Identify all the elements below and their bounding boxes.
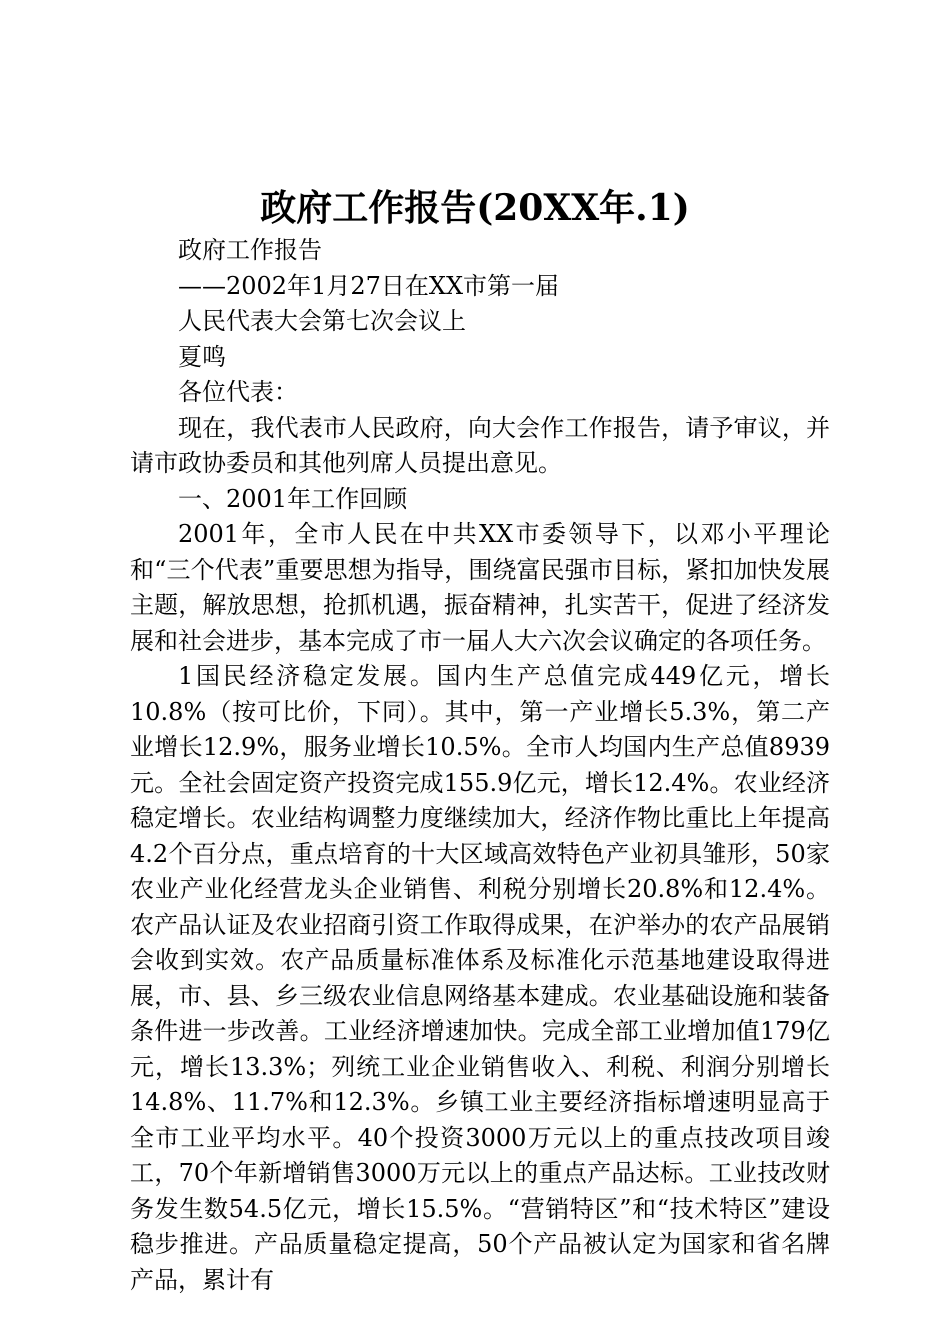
document-title: 政府工作报告(20XX年.1) — [260, 187, 690, 229]
heading-line-meeting: 人民代表大会第七次会议上 — [178, 307, 466, 335]
heading-line-speaker: 夏鸣 — [178, 342, 226, 371]
heading-line-salutation: 各位代表： — [178, 378, 298, 406]
paragraph-overview: 2001年，全市人民在中共XX市委领导下，以邓小平理论和“三个代表”重要思想为指导，围绕富民强市目标，紧扣加快发展主题，解放思想，抢抓机遇，振奋精神，扎实苦干，促进了经济发展和社会进步，基本完成了市一届人大六次会议确定的各项任务。 — [130, 520, 830, 655]
heading-line-title: 政府工作报告 — [178, 236, 322, 264]
paragraph-intro: 现在，我代表市人民政府，向大会作工作报告，请予审议，并请市政协委员和其他列席人员提出意见。 — [130, 413, 830, 477]
paragraph-economy: 1国民经济稳定发展。国内生产总值完成449亿元，增长10.8%（按可比价，下同）。其中，第一产业增长5.3%，第二产业增长12.9%，服务业增长10.5%。全市人均国内生产总值8939元。全社会固定资产投资完成155.9亿元，增长12.4%。农业经济稳定增长。农业结构调整力度继续加大，经济作物比重比上年提高4.2个百分点，重点培育的十大区域高效特色产业初具雏形，50家农业产业化经营龙头企业销售、利税分别增长20.8%和12.4%。农产品认证及农业招商引资工作取得成果，在沪举办的农产品展销会收到实效。农产品质量标准体系及标准化示范基地建设取得进展，市、县、乡三级农业信息网络基本建成。农业基础设施和装备条件进一步改善。工业经济增速加快。完成全部工业增加值179亿元，增长13.3%；列统工业企业销售收入、利税、利润分别增长14.8%、11.7%和12.3%。乡镇工业主要经济指标增速明显高于全市工业平均水平。40个投资3000万元以上的重点技改项目竣工，70个年新增销售3000万元以上的重点产品达标。工业技改财务发生数54.5亿元，增长15.5%。“营销特区”和“技术特区”建设稳步推进。产品质量稳定提高，50个产品被认定为国家和省名牌产品，累计有 — [130, 662, 830, 1294]
heading-line-date: ——2002年1月27日在XX市第一届 — [178, 271, 560, 300]
document-body — [130, 233, 830, 1298]
section-heading: 一、2001年工作回顾 — [178, 484, 408, 513]
